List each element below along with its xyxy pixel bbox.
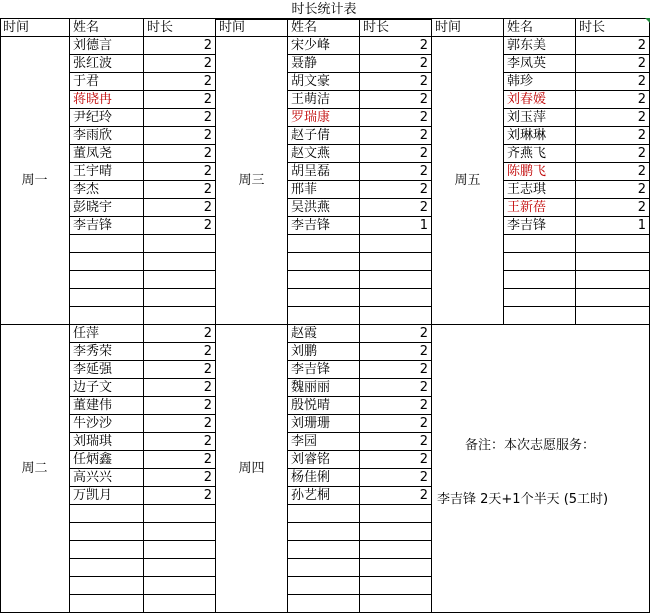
empty-cell	[504, 289, 576, 307]
name-cell: 刘春媛	[504, 91, 576, 109]
duration-cell: 2	[144, 217, 216, 235]
empty-cell	[288, 559, 360, 577]
name-cell: 刘鹏	[288, 343, 360, 361]
duration-cell: 2	[360, 325, 432, 343]
duration-cell: 2	[360, 469, 432, 487]
name-cell: 王志琪	[504, 181, 576, 199]
name-cell: 董建伟	[70, 397, 144, 415]
duration-cell: 2	[576, 163, 650, 181]
duration-cell: 2	[360, 361, 432, 379]
name-cell: 刘德言	[70, 37, 144, 55]
duration-cell: 2	[360, 37, 432, 55]
duration-cell: 2	[144, 433, 216, 451]
duration-cell: 2	[360, 91, 432, 109]
name-cell: 高兴兴	[70, 469, 144, 487]
name-cell: 刘睿铭	[288, 451, 360, 469]
empty-cell	[360, 559, 432, 577]
header-name: 姓名	[70, 19, 144, 37]
duration-cell: 2	[360, 163, 432, 181]
empty-cell	[144, 523, 216, 541]
empty-cell	[144, 253, 216, 271]
header-time: 时间	[216, 19, 288, 37]
duration-cell: 1	[576, 217, 650, 235]
duration-cell: 2	[360, 451, 432, 469]
duration-cell: 2	[144, 343, 216, 361]
name-cell: 吴洪燕	[288, 199, 360, 217]
duration-cell: 2	[144, 397, 216, 415]
duration-cell: 2	[144, 73, 216, 91]
name-cell: 李雨欣	[70, 127, 144, 145]
empty-cell	[144, 577, 216, 595]
duration-cell: 2	[144, 55, 216, 73]
duration-cell: 2	[360, 379, 432, 397]
name-cell: 赵子倩	[288, 127, 360, 145]
name-cell: 任萍	[70, 325, 144, 343]
empty-cell	[504, 271, 576, 289]
name-cell: 宋少峰	[288, 37, 360, 55]
empty-cell	[504, 253, 576, 271]
name-cell: 陈鹏飞	[504, 163, 576, 181]
empty-cell	[360, 271, 432, 289]
empty-cell	[360, 577, 432, 595]
duration-cell: 2	[576, 145, 650, 163]
empty-cell	[288, 289, 360, 307]
name-cell: 彭晓宇	[70, 199, 144, 217]
empty-cell	[360, 523, 432, 541]
name-cell: 王宇晴	[70, 163, 144, 181]
header-name: 姓名	[504, 19, 576, 37]
empty-cell	[288, 595, 360, 613]
duration-cell: 2	[144, 451, 216, 469]
empty-cell	[576, 271, 650, 289]
empty-cell	[288, 577, 360, 595]
empty-cell	[70, 523, 144, 541]
name-cell: 刘琳琳	[504, 127, 576, 145]
duration-cell: 2	[144, 91, 216, 109]
duration-cell: 2	[144, 361, 216, 379]
name-cell: 聂静	[288, 55, 360, 73]
empty-cell	[504, 235, 576, 253]
empty-cell	[360, 595, 432, 613]
name-cell: 刘玉萍	[504, 109, 576, 127]
empty-cell	[360, 307, 432, 325]
duration-cell: 2	[360, 433, 432, 451]
duration-cell: 2	[144, 487, 216, 505]
duration-cell: 2	[360, 343, 432, 361]
empty-cell	[70, 289, 144, 307]
duration-cell: 2	[144, 325, 216, 343]
name-cell: 殷悦晴	[288, 397, 360, 415]
name-cell: 万凯月	[70, 487, 144, 505]
note-line-2: 李吉锋 2天+1个半天 (5工时)	[437, 492, 609, 507]
empty-cell	[144, 235, 216, 253]
name-cell: 罗瑞康	[288, 109, 360, 127]
sheet-title: 时长统计表	[216, 0, 432, 20]
note-box	[432, 325, 650, 613]
empty-cell	[70, 577, 144, 595]
empty-cell	[288, 541, 360, 559]
duration-cell: 2	[360, 55, 432, 73]
name-cell: 李吉锋	[70, 217, 144, 235]
duration-cell: 2	[144, 181, 216, 199]
name-cell: 李吉锋	[504, 217, 576, 235]
duration-cell: 2	[576, 91, 650, 109]
duration-cell: 2	[144, 109, 216, 127]
name-cell: 孙艺桐	[288, 487, 360, 505]
name-cell: 边子文	[70, 379, 144, 397]
name-cell: 李杰	[70, 181, 144, 199]
duration-cell: 2	[360, 109, 432, 127]
duration-cell: 2	[576, 73, 650, 91]
name-cell: 于君	[70, 73, 144, 91]
name-cell: 胡呈磊	[288, 163, 360, 181]
name-cell: 李凤英	[504, 55, 576, 73]
empty-cell	[288, 523, 360, 541]
name-cell: 韩珍	[504, 73, 576, 91]
day-label: 周三	[216, 37, 288, 325]
name-cell: 李秀荣	[70, 343, 144, 361]
duration-cell: 2	[144, 37, 216, 55]
header-name: 姓名	[288, 19, 360, 37]
corner-indicator	[645, 18, 650, 23]
name-cell: 魏丽丽	[288, 379, 360, 397]
duration-cell: 2	[360, 127, 432, 145]
day-label: 周一	[0, 37, 70, 325]
empty-cell	[288, 253, 360, 271]
empty-cell	[144, 271, 216, 289]
name-cell: 邢菲	[288, 181, 360, 199]
name-cell: 蒋晓冉	[70, 91, 144, 109]
name-cell: 齐燕飞	[504, 145, 576, 163]
duration-cell: 2	[144, 199, 216, 217]
empty-cell	[288, 235, 360, 253]
duration-cell: 2	[144, 379, 216, 397]
empty-cell	[576, 289, 650, 307]
duration-cell: 2	[576, 181, 650, 199]
empty-cell	[70, 595, 144, 613]
duration-cell: 2	[576, 199, 650, 217]
empty-cell	[360, 253, 432, 271]
name-cell: 牛沙沙	[70, 415, 144, 433]
note-line-1: 备注：本次志愿服务：	[465, 438, 596, 453]
empty-cell	[360, 505, 432, 523]
empty-cell	[504, 307, 576, 325]
duration-cell: 2	[576, 127, 650, 145]
duration-cell: 2	[360, 145, 432, 163]
empty-cell	[576, 253, 650, 271]
duration-cell: 1	[360, 217, 432, 235]
header-duration: 时长	[576, 19, 650, 37]
empty-cell	[70, 559, 144, 577]
empty-cell	[360, 235, 432, 253]
empty-cell	[144, 541, 216, 559]
duration-cell: 2	[144, 127, 216, 145]
empty-cell	[144, 595, 216, 613]
duration-cell: 2	[360, 487, 432, 505]
name-cell: 刘瑞琪	[70, 433, 144, 451]
duration-cell: 2	[144, 145, 216, 163]
empty-cell	[70, 505, 144, 523]
name-cell: 李吉锋	[288, 217, 360, 235]
empty-cell	[70, 253, 144, 271]
empty-cell	[144, 307, 216, 325]
empty-cell	[144, 505, 216, 523]
name-cell: 李园	[288, 433, 360, 451]
day-label: 周四	[216, 325, 288, 613]
name-cell: 杨佳俐	[288, 469, 360, 487]
empty-cell	[70, 235, 144, 253]
duration-cell: 2	[360, 415, 432, 433]
duration-cell: 2	[360, 73, 432, 91]
name-cell: 王萌洁	[288, 91, 360, 109]
empty-cell	[288, 307, 360, 325]
name-cell: 赵霞	[288, 325, 360, 343]
duration-cell: 2	[360, 199, 432, 217]
name-cell: 赵文燕	[288, 145, 360, 163]
duration-cell: 2	[144, 469, 216, 487]
duration-cell: 2	[576, 37, 650, 55]
duration-cell: 2	[576, 55, 650, 73]
name-cell: 张红波	[70, 55, 144, 73]
empty-cell	[288, 271, 360, 289]
empty-cell	[576, 307, 650, 325]
empty-cell	[70, 307, 144, 325]
duration-cell: 2	[360, 181, 432, 199]
header-time: 时间	[432, 19, 504, 37]
name-cell: 尹纪玲	[70, 109, 144, 127]
duration-cell: 2	[144, 415, 216, 433]
name-cell: 郭东美	[504, 37, 576, 55]
empty-cell	[144, 559, 216, 577]
name-cell: 李延强	[70, 361, 144, 379]
empty-cell	[70, 271, 144, 289]
name-cell: 任炳鑫	[70, 451, 144, 469]
name-cell: 李吉锋	[288, 361, 360, 379]
name-cell: 董凤尧	[70, 145, 144, 163]
empty-cell	[70, 541, 144, 559]
day-label: 周五	[432, 37, 504, 325]
header-duration: 时长	[360, 19, 432, 37]
empty-cell	[576, 235, 650, 253]
name-cell: 刘珊珊	[288, 415, 360, 433]
empty-cell	[360, 289, 432, 307]
empty-cell	[360, 541, 432, 559]
day-label: 周二	[0, 325, 70, 613]
duration-cell: 2	[576, 109, 650, 127]
name-cell: 王新蓓	[504, 199, 576, 217]
empty-cell	[288, 505, 360, 523]
empty-cell	[144, 289, 216, 307]
name-cell: 胡文豪	[288, 73, 360, 91]
header-time: 时间	[0, 19, 70, 37]
header-duration: 时长	[144, 19, 216, 37]
duration-cell: 2	[144, 163, 216, 181]
duration-cell: 2	[360, 397, 432, 415]
